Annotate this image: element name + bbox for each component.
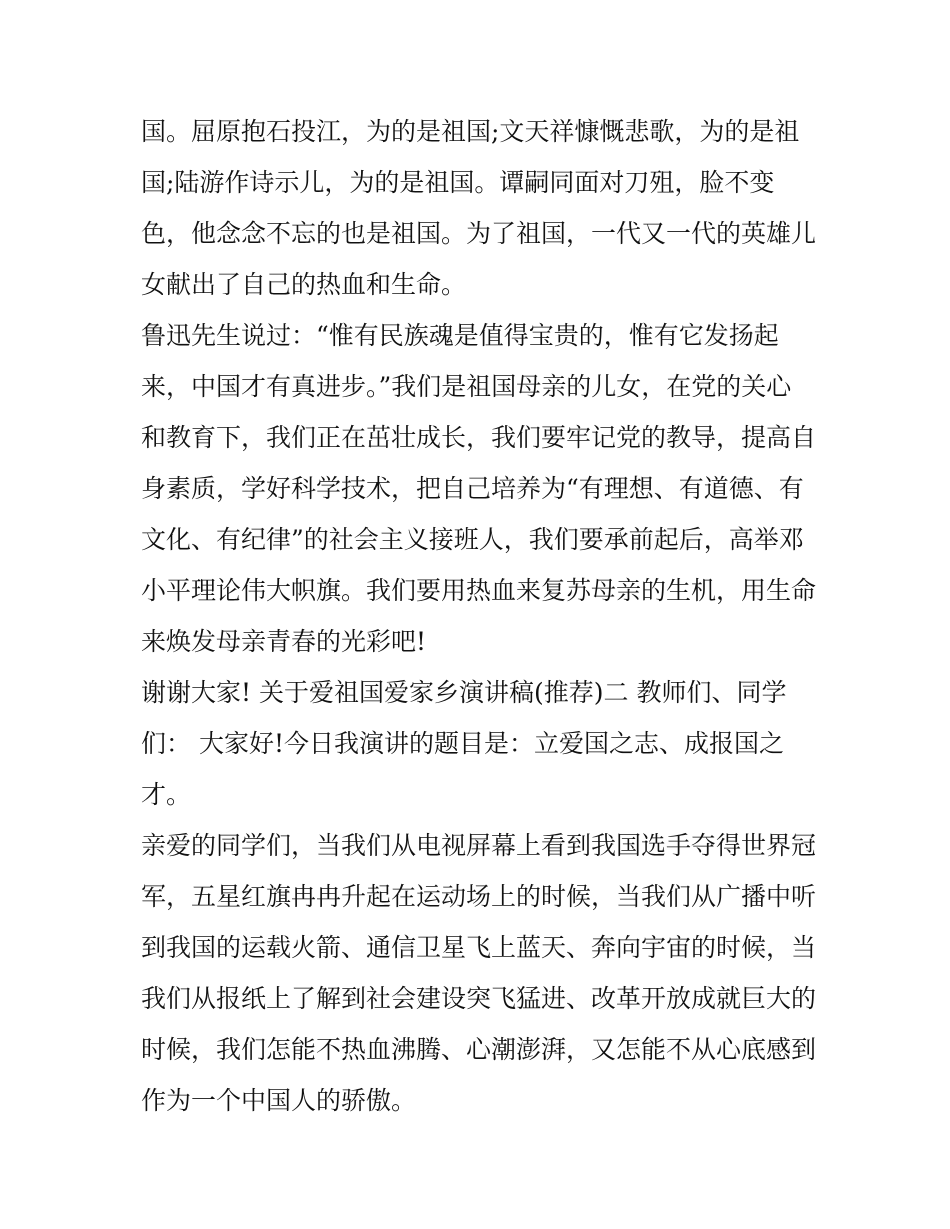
body-text [141,106,831,1126]
text-line: 国;陆游作诗示儿，为的是祖国。谭嗣同面对刀殂，脸不变 [141,168,775,197]
text-line: 们： 大家好!今日我演讲的题目是：立爱国之志、成报国之 [141,729,784,758]
text-line: 时候，我们怎能不热血沸腾、心潮澎湃，又怎能不从心底感到 [141,1035,817,1064]
text-line: 女献出了自己的热血和生命。 [141,270,467,299]
text-line: 小平理论伟大帜旗。我们要用热血来复苏母亲的生机，用生命 [141,576,817,605]
text-line: 国。屈原抱石投江，为的是祖国;文天祥慷慨悲歌，为的是祖 [141,117,800,146]
text-line: 谢谢大家! 关于爱祖国爱家乡演讲稿(推荐)二 教师们、同学 [141,678,787,707]
text-line: 来焕发母亲青春的光彩吧! [141,627,427,656]
text-line: 亲爱的同学们，当我们从电视屏幕上看到我国选手夺得世界冠 [141,831,817,860]
text-line: 身素质，学好科学技术，把自己培养为“有理想、有道德、有 [141,474,804,503]
text-line: 鲁迅先生说过：“惟有民族魂是值得宝贵的，惟有它发扬起 [141,321,779,350]
text-line: 和教育下，我们正在茁壮成长，我们要牢记党的教导，提高自 [141,423,817,452]
text-line: 来，中国才有真进步。”我们是祖国母亲的儿女，在党的关心 [141,372,792,401]
text-line: 作为一个中国人的骄傲。 [141,1086,417,1115]
text-line: 文化、有纪律”的社会主义接班人，我们要承前起后，高举邓 [141,525,804,554]
text-line: 军，五星红旗冉冉升起在运动场上的时候，当我们从广播中听 [141,882,817,911]
text-line: 色，他念念不忘的也是祖国。为了祖国，一代又一代的英雄儿 [141,219,817,248]
text-line: 到我国的运载火箭、通信卫星飞上蓝天、奔向宇宙的时候，当 [141,933,817,962]
text-line: 才。 [141,780,192,809]
text-line: 我们从报纸上了解到社会建设突飞猛进、改革开放成就巨大的 [141,984,817,1013]
